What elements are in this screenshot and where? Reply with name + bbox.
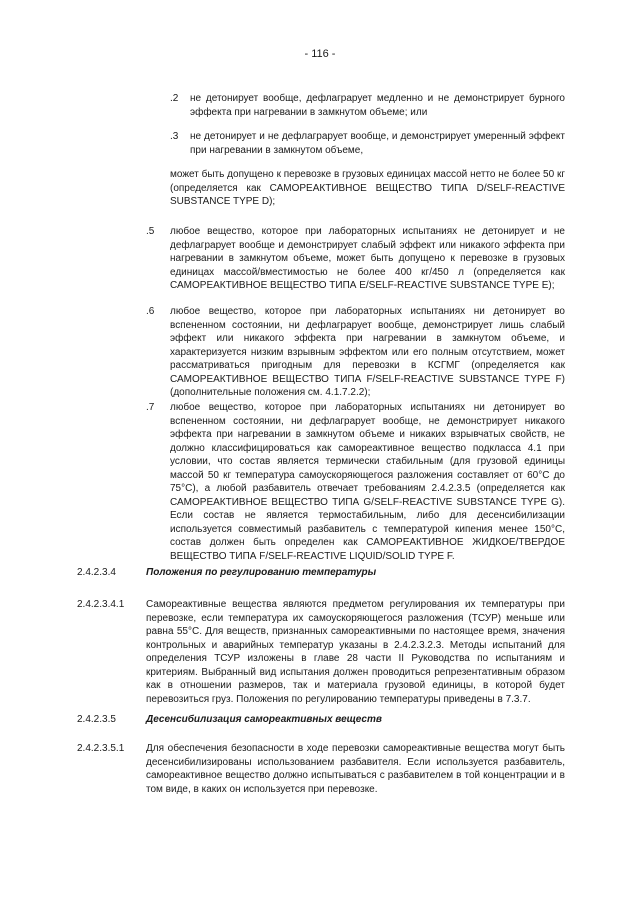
section-number: 2.4.2.3.4.1 [77, 599, 125, 610]
list-item-marker: .5 [146, 226, 155, 237]
section-title: Десенсибилизация самореактивных веществ [146, 714, 382, 725]
section-number: 2.4.2.3.4 [77, 567, 116, 578]
page-number: - 116 - [304, 48, 336, 60]
list-item-marker: .7 [146, 402, 155, 413]
section-title: Положения по регулированию температуры [146, 567, 377, 578]
list-item-text: не детонирует вообще, дефлаграрует медленно и не демонстрирует бурного эффекта при нагревании в замкнутом объеме; или [190, 93, 565, 118]
list-item-text: любое вещество, которое при лабораторных испытаниях ни детонирует во вспененном состоянии, ни дефлаграрует вообще, не демонстрирует никакого эффекта при нагревании в замкнутом объеме и никаких взрывчатых свойств, не должно классифицироваться как самореактивное вещество подкласса 4.1 при условии, что состав является термически стабильным (для грузовой единицы массой 50 кг температура самоускоряющегося разложения составляет от 60°C до 75°C), а любой разбавитель отвечает требованиям 2.4.2.3.5 (определяется как САМОРЕАКТИВНОЕ ВЕЩЕСТВО ТИПА G/SELF-REACTIVE SUBSTANCE TYPE G). Если состав не является термостабильным, либо для десенсибилизации используется совместимый разбавитель с температурой кипения менее 150°C, состав должен быть определен как САМОРЕАКТИВНОЕ ЖИДКОЕ/ТВЕРДОЕ ВЕЩЕСТВО ТИПА F/SELF-REACTIVE LIQUID/SOLID TYPE F. [170, 402, 565, 562]
list-item-text: не детонирует и не дефлаграрует вообще, и демонстрирует умеренный эффект при нагревании в замкнутом объеме, [190, 131, 565, 156]
list-item-text: любое вещество, которое при лабораторных испытаниях ни детонирует во вспененном состоянии, ни дефлаграрует вообще, демонстрирует лишь слабый эффект или никакого эффекта при нагревании в замкнутом объеме, и характеризуется низким взрывным эффектом или его полным отсутствием, может рассматриваться пригодным для перевозки в КСГМГ (определяется как САМОРЕАКТИВНОЕ ВЕЩЕСТВО ТИПА F/SELF-REACTIVE SUBSTANCE TYPE F) (дополнительные положения см. 4.1.7.2.2); [170, 306, 565, 398]
section-text: Для обеспечения безопасности в ходе перевозки самореактивные вещества могут быть десенсибилизированы использованием разбавителя. Если используется разбавитель, самореактивное вещество должно испытываться с разбавителем в той концентрации и в том виде, в каких он используется при перевозке. [146, 743, 565, 795]
list-item-marker: .6 [146, 306, 155, 317]
list-item-text: может быть допущено к перевозке в грузовых единицах массой нетто не более 50 кг (определяется как САМОРЕАКТИВНОЕ ВЕЩЕСТВО ТИПА D/SELF-REACTIVE SUBSTANCE TYPE D); [170, 169, 565, 207]
section-text: Самореактивные вещества являются предметом регулирования их температуры при перевозке, если температура их самоускоряющегося разложения (ТСУР) меньше или равна 55°C. Для веществ, признанных самореактивными по настоящее время, значения контрольных и аварийных температур указаны в 2.4.2.3.2.3. Методы испытаний для определения ТСУР изложены в главе 28 части II Руководства по испытаниям и критериям. Выбранный вид испытания должен проводиться репрезентативным образом как в отношении размеров, так и материала грузовой единицы, в которой будет перевозиться груз. Положения по регулированию температуры приведены в 7.3.7. [146, 599, 565, 705]
section-number: 2.4.2.3.5 [77, 714, 116, 725]
list-item-marker: .3 [170, 131, 179, 142]
section-number: 2.4.2.3.5.1 [77, 743, 125, 754]
list-item-marker: .2 [170, 93, 179, 104]
list-item-text: любое вещество, которое при лабораторных испытаниях не детонирует и не дефлаграрует вообще и демонстрирует слабый эффект или никакого эффекта при нагревании в замкнутом объеме, может быть допущено к перевозке в грузовых единицах массой/вместимостью не более 400 кг/450 л (определяется как САМОРЕАКТИВНОЕ ВЕЩЕСТВО ТИПА E/SELF-REACTIVE SUBSTANCE TYPE E); [170, 226, 565, 291]
